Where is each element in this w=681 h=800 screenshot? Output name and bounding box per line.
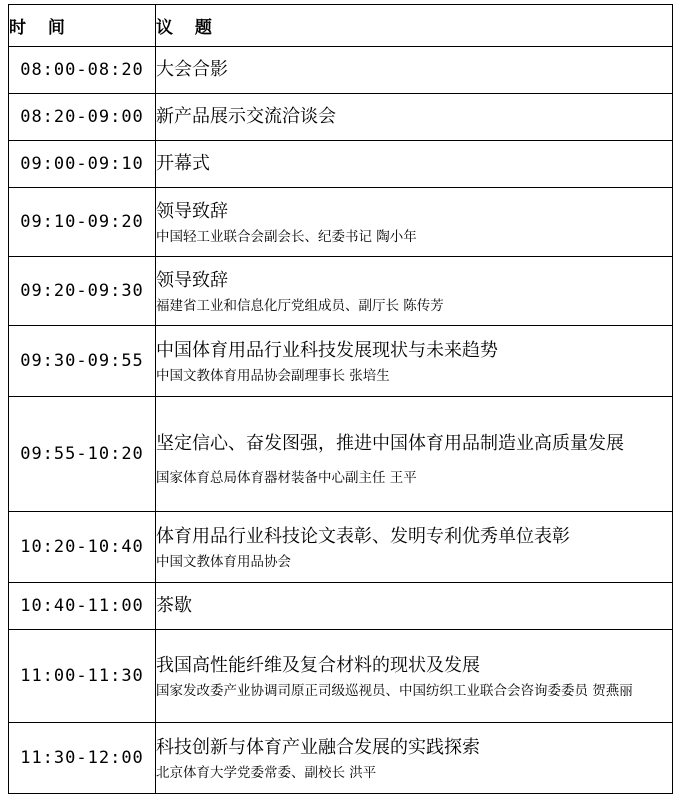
time-cell: 11:30-12:00 xyxy=(9,723,156,794)
topic-speaker: 中国文教体育用品协会副理事长 张培生 xyxy=(156,367,390,384)
time-cell: 09:00-09:10 xyxy=(9,141,156,188)
table-row xyxy=(9,141,673,188)
table-row xyxy=(9,326,673,397)
topic-title: 体育用品行业科技论文表彰、发明专利优秀单位表彰 xyxy=(156,525,570,547)
table-row xyxy=(9,583,673,630)
table-row xyxy=(9,257,673,326)
topic-cell xyxy=(156,141,673,188)
table-row xyxy=(9,512,673,583)
topic-speaker: 中国文教体育用品协会 xyxy=(156,553,291,570)
topic-cell xyxy=(156,723,673,794)
time-cell: 09:55-10:20 xyxy=(9,397,156,512)
table-row xyxy=(9,94,673,141)
table-row xyxy=(9,630,673,723)
topic-title: 我国高性能纤维及复合材料的现状及发展 xyxy=(156,654,480,676)
topic-title: 中国体育用品行业科技发展现状与未来趋势 xyxy=(156,339,498,361)
table-row xyxy=(9,723,673,794)
topic-cell xyxy=(156,397,673,512)
topic-cell xyxy=(156,257,673,326)
topic-title: 科技创新与体育产业融合发展的实践探索 xyxy=(156,736,480,758)
agenda-table xyxy=(8,4,673,794)
header-row xyxy=(9,5,673,47)
time-cell: 11:00-11:30 xyxy=(9,630,156,723)
topic-speaker: 北京体育大学党委常委、副校长 洪平 xyxy=(156,764,377,781)
topic-speaker: 国家体育总局体育器材装备中心副主任 王平 xyxy=(156,469,417,486)
time-cell: 10:40-11:00 xyxy=(9,583,156,630)
table-row xyxy=(9,397,673,512)
topic-title: 坚定信心、奋发图强，推进中国体育用品制造业高质量发展 xyxy=(156,432,624,454)
topic-title: 大会合影 xyxy=(156,59,228,80)
topic-speaker: 福建省工业和信息化厅党组成员、副厅长 陈传芳 xyxy=(156,297,444,314)
topic-title: 领导致辞 xyxy=(156,200,228,222)
table-row xyxy=(9,47,673,94)
topic-cell xyxy=(156,583,673,630)
topic-cell xyxy=(156,512,673,583)
topic-title: 领导致辞 xyxy=(156,269,228,291)
topic-title: 茶歇 xyxy=(156,595,192,616)
time-cell: 08:00-08:20 xyxy=(9,47,156,94)
time-cell: 10:20-10:40 xyxy=(9,512,156,583)
topic-cell xyxy=(156,188,673,257)
header-topic: 议 题 xyxy=(156,5,673,47)
topic-cell xyxy=(156,326,673,397)
topic-speaker: 中国轻工业联合会副会长、纪委书记 陶小年 xyxy=(156,228,417,245)
time-cell: 09:30-09:55 xyxy=(9,326,156,397)
time-cell: 09:20-09:30 xyxy=(9,257,156,326)
time-cell: 09:10-09:20 xyxy=(9,188,156,257)
topic-speaker: 国家发改委产业协调司原正司级巡视员、中国纺织工业联合会咨询委委员 贺燕丽 xyxy=(156,682,633,699)
time-cell: 08:20-09:00 xyxy=(9,94,156,141)
topic-cell xyxy=(156,47,673,94)
topic-cell xyxy=(156,630,673,723)
topic-cell xyxy=(156,94,673,141)
topic-title: 新产品展示交流洽谈会 xyxy=(156,106,336,127)
table-row xyxy=(9,188,673,257)
header-time: 时 间 xyxy=(9,5,156,47)
topic-title: 开幕式 xyxy=(156,153,210,174)
